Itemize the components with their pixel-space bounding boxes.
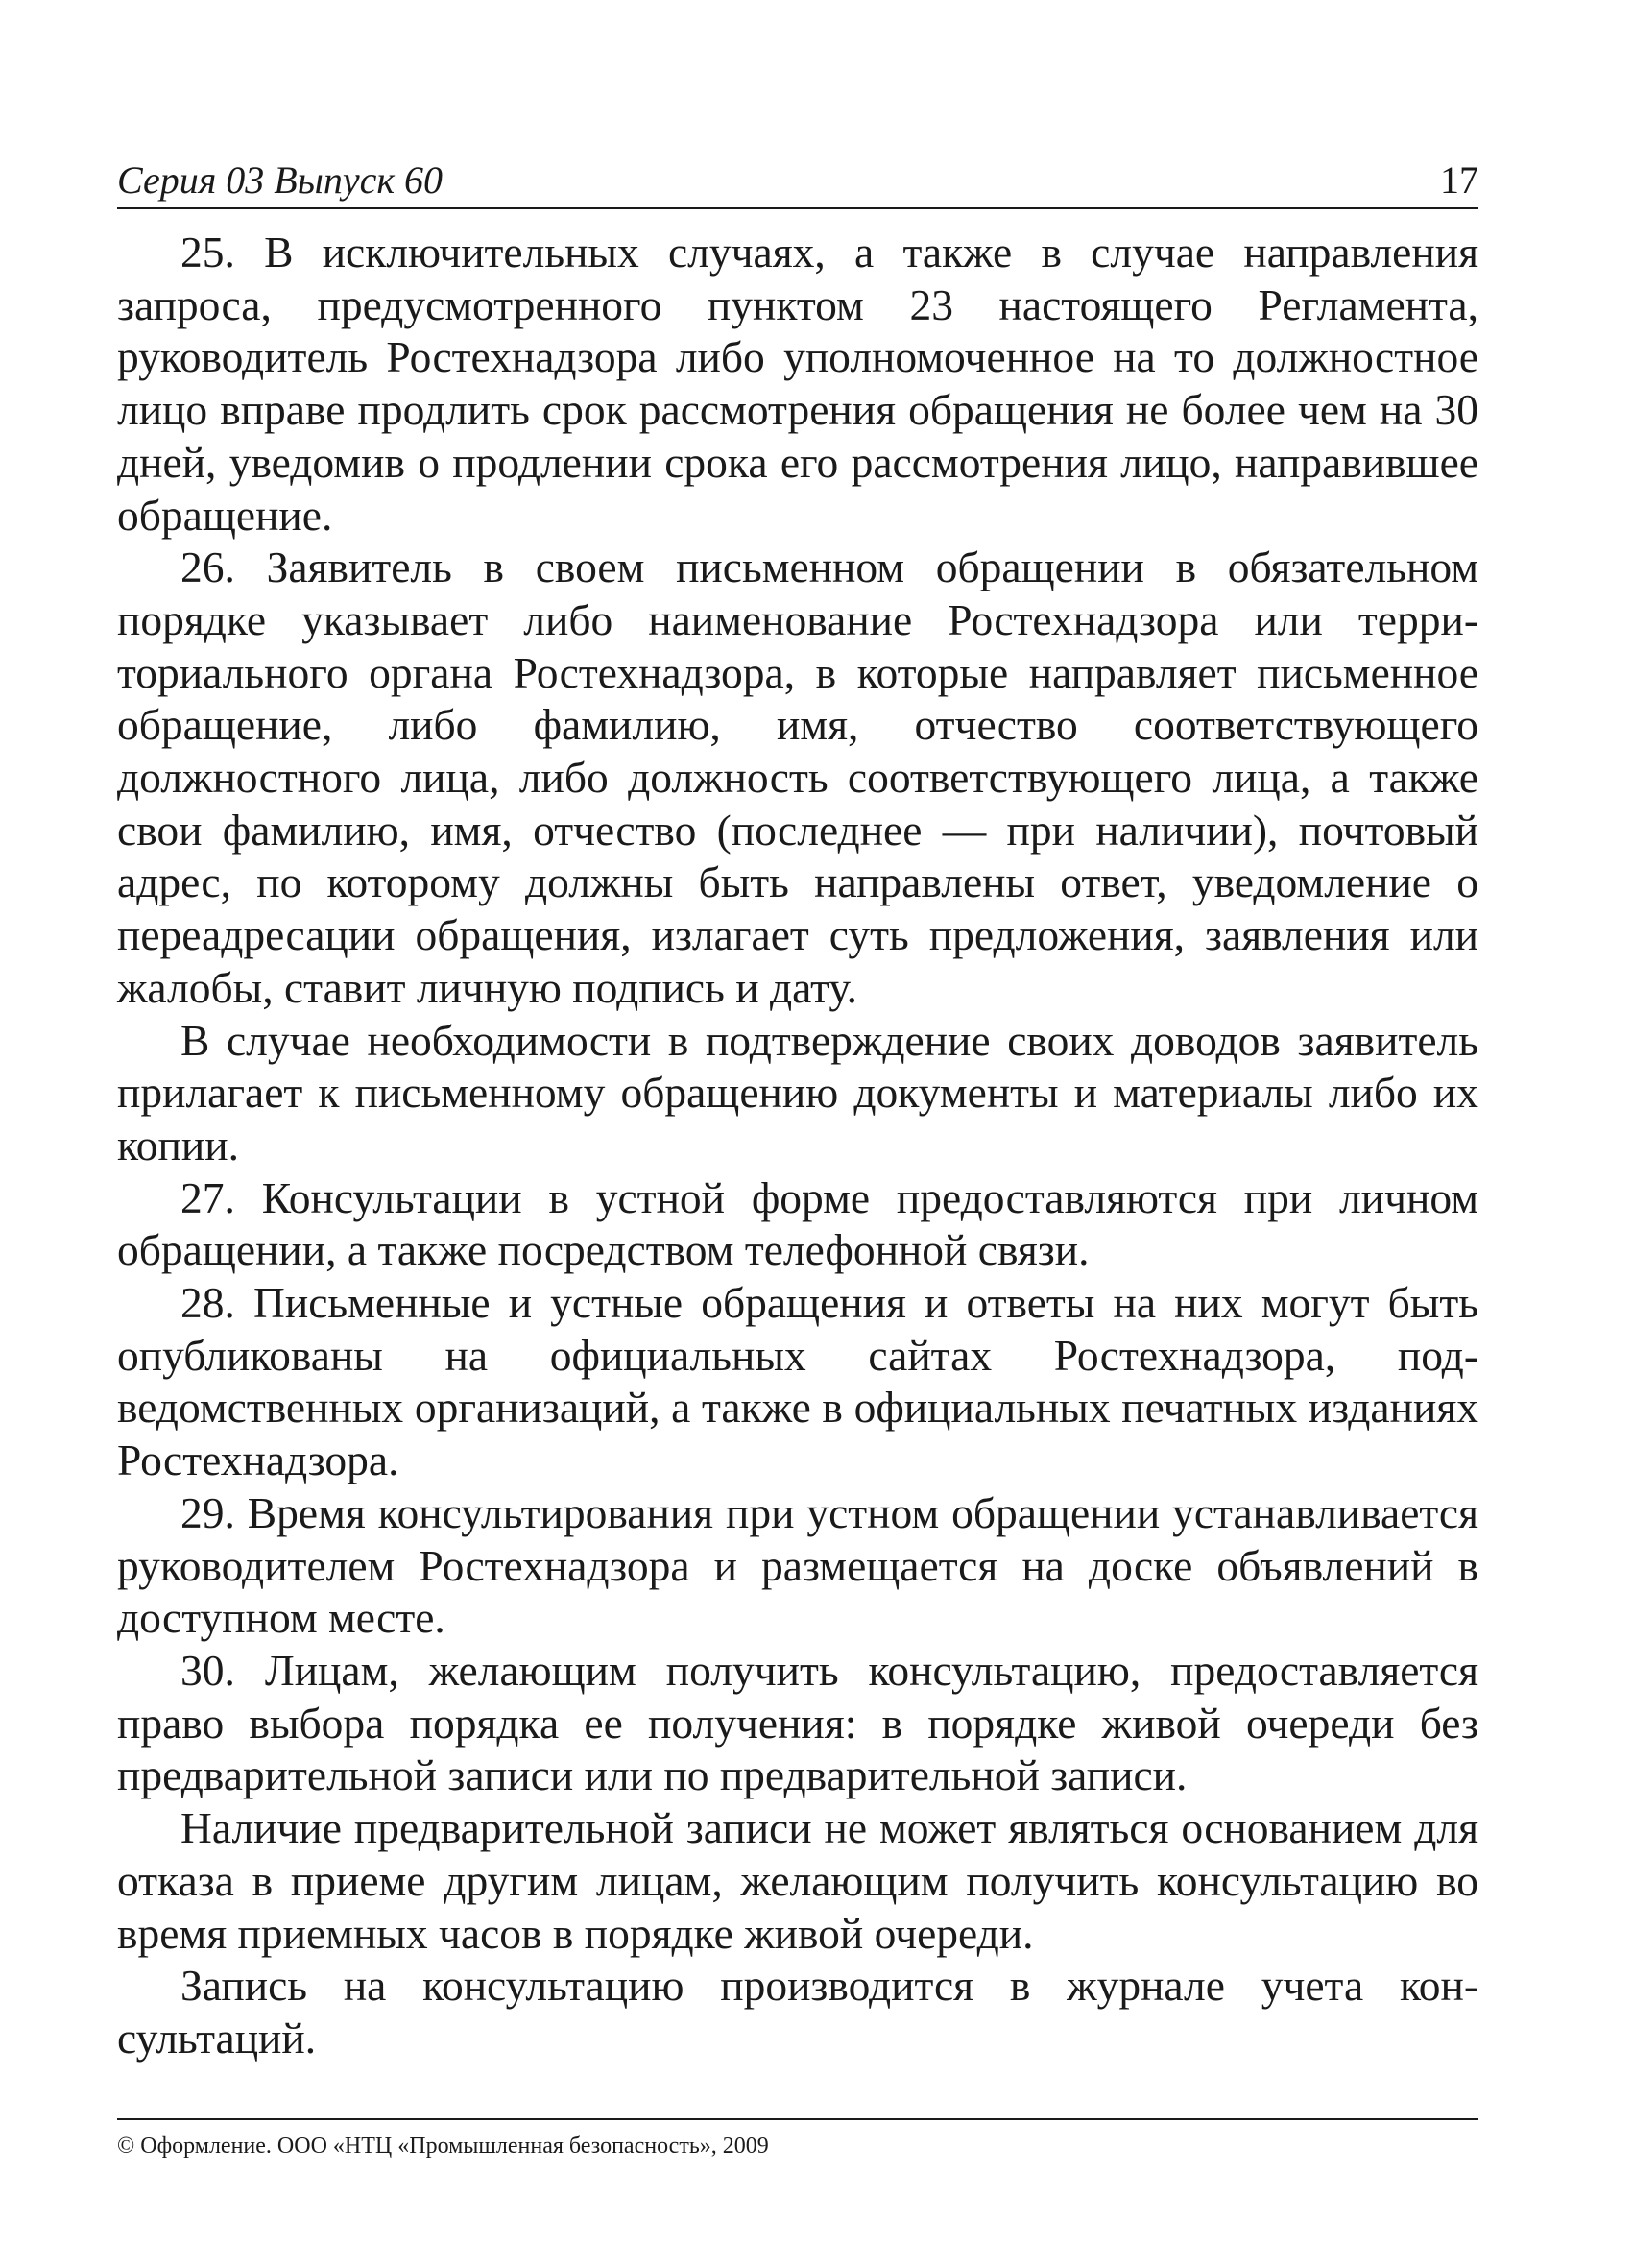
paragraph-26: 26. Заявитель в своем письменном обращении в обязательном порядке указывает либо наименование Ростехнадзора или территориального органа Ростехнадзора, в которые направляет письменное обращение, либо фамилию, имя, отчество соответствующего должностного лица, либо должность соответствующего лица, а также свои фамилию, имя, отчество (последнее — при наличии), почтовый адрес, по которому должны быть направлены ответ, уведомление о переадресации обращения, излагает суть предложения, заявления или жалобы, ставит личную подпись и дату.	[117, 543, 1478, 1012]
paragraph-26-continuation: В случае необходимости в подтверждение своих доводов заявитель прилагает к письменному обращению документы и материалы либо их копии.	[117, 1015, 1478, 1170]
body-text	[117, 227, 1478, 2065]
paragraph-27: 27. Консультации в устной форме предоставляются при личном обращении, а также посредством телефонной связи.	[117, 1172, 1478, 1275]
running-header	[117, 154, 1478, 209]
page-number: 17	[1440, 158, 1478, 202]
paragraph-29: 29. Время консультирования при устном обращении устанавливается руководителем Ростехнадзора и размещается на доске объявлений в доступном месте.	[117, 1487, 1478, 1643]
page-footer	[117, 2118, 1478, 2160]
paragraph-30-continuation-2: Запись на консультацию производится в журнале учета консультаций.	[117, 1961, 1478, 2063]
paragraph-30-continuation-1: Наличие предварительной записи не может являться основанием для отказа в приеме другим лицам, желающим получить консультацию во время приемных часов в порядке живой очереди.	[117, 1803, 1478, 1958]
copyright-notice: © Оформление. ООО «НТЦ «Промышленная безопасность», 2009	[117, 2134, 769, 2159]
series-title: Серия 03 Выпуск 60	[117, 158, 444, 202]
paragraph-28: 28. Письменные и устные обращения и ответы на них могут быть опубликованы на официальных сайтах Ростехнадзора, подведомственных организаций, а также в официальных печатных изданиях Ростехнадзора.	[117, 1278, 1478, 1485]
paragraph-25: 25. В исключительных случаях, а также в случае направления запроса, предусмотренного пунктом 23 настоящего Регламента, руководитель Ростехнадзора либо уполномоченное на то должностное лицо вправе продлить срок рассмотрения обращения не более чем на 30 дней, уведомив о продлении срока его рассмотрения лицо, направившее обращение.	[117, 228, 1478, 540]
paragraph-30: 30. Лицам, желающим получить консультацию, предоставляется право выбора порядка ее получения: в порядке живой очереди без предварительной записи или по предварительной записи.	[117, 1645, 1478, 1800]
